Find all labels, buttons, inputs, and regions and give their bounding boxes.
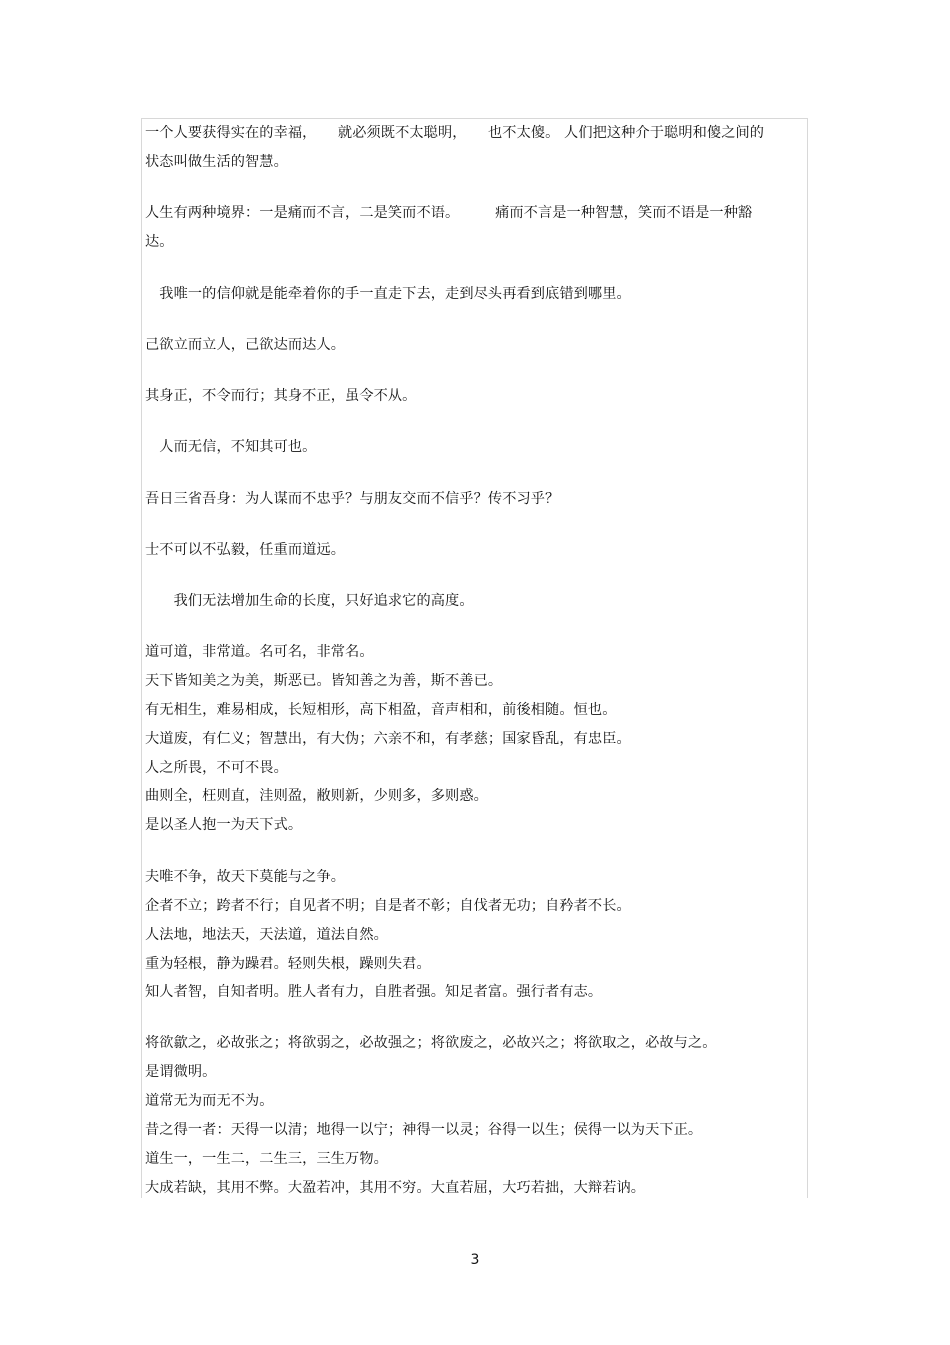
text-line: 重为轻根，静为躁君。轻则失根，躁则失君。 [145,956,431,972]
text-line: 是谓微明。 [145,1064,217,1080]
text-line: 士不可以不弘毅，任重而道远。 [145,542,346,558]
frame-border-right [807,118,808,1198]
text-line: 己欲立而立人，己欲达而达人。 [145,337,346,353]
text-line: 曲则全，枉则直，洼则盈，敝则新，少则多，多则惑。 [145,788,488,804]
text-line: 人之所畏，不可不畏。 [145,760,288,776]
text-line: 吾日三省吾身：为人谋而不忠乎？与朋友交而不信乎？传不习乎？ [145,491,560,507]
text-line: 夫唯不争，故天下莫能与之争。 [145,869,346,885]
text-line: 我唯一的信仰就是能牵着你的手一直走下去，走到尽头再看到底错到哪里。 [145,286,631,302]
text-line: 有无相生，难易相成，长短相形，高下相盈，音声相和，前後相随。恒也。 [145,702,617,718]
text-line: 企者不立；跨者不行；自见者不明；自是者不彰；自伐者无功；自矜者不长。 [145,898,631,914]
text-line: 道可道，非常道。名可名，非常名。 [145,644,374,660]
text-line: 天下皆知美之为美，斯恶已。皆知善之为善，斯不善已。 [145,673,503,689]
text-line: 道常无为而无不为。 [145,1093,274,1109]
frame-border-top [141,118,808,119]
text-line: 昔之得一者：天得一以清；地得一以宁；神得一以灵；谷得一以生；侯得一以为天下正。 [145,1122,703,1138]
text-line: 大道废，有仁义；智慧出，有大伪；六亲不和，有孝慈；国家昏乱，有忠臣。 [145,731,631,747]
text-line: 道生一，一生二，二生三，三生万物。 [145,1151,388,1167]
text-line: 是以圣人抱一为天下式。 [145,817,303,833]
text-line: 我们无法增加生命的长度，只好追求它的高度。 [145,593,474,609]
text-line: 一个人要获得实在的幸福， 就必须既不太聪明， 也不太傻。 人们把这种介于聪明和傻之间的 [145,125,765,141]
frame-border-left [141,118,142,1198]
text-line: 状态叫做生活的智慧。 [145,154,288,170]
text-line: 人法地，地法天，天法道，道法自然。 [145,927,388,943]
text-line: 人生有两种境界：一是痛而不言，二是笑而不语。 痛而不言是一种智慧，笑而不语是一种豁 [145,205,753,221]
text-line: 大成若缺，其用不弊。大盈若冲，其用不穷。大直若屈，大巧若拙，大辩若讷。 [145,1180,646,1196]
text-line: 知人者智，自知者明。胜人者有力，自胜者强。知足者富。强行者有志。 [145,984,603,1000]
text-line: 达。 [145,234,174,250]
page-number: 3 [470,1252,480,1268]
text-line: 将欲歙之，必故张之；将欲弱之，必故强之；将欲废之，必故兴之；将欲取之，必故与之。 [145,1035,717,1051]
text-line: 人而无信，不知其可也。 [145,439,317,455]
text-line: 其身正，不令而行；其身不正，虽令不从。 [145,388,417,404]
